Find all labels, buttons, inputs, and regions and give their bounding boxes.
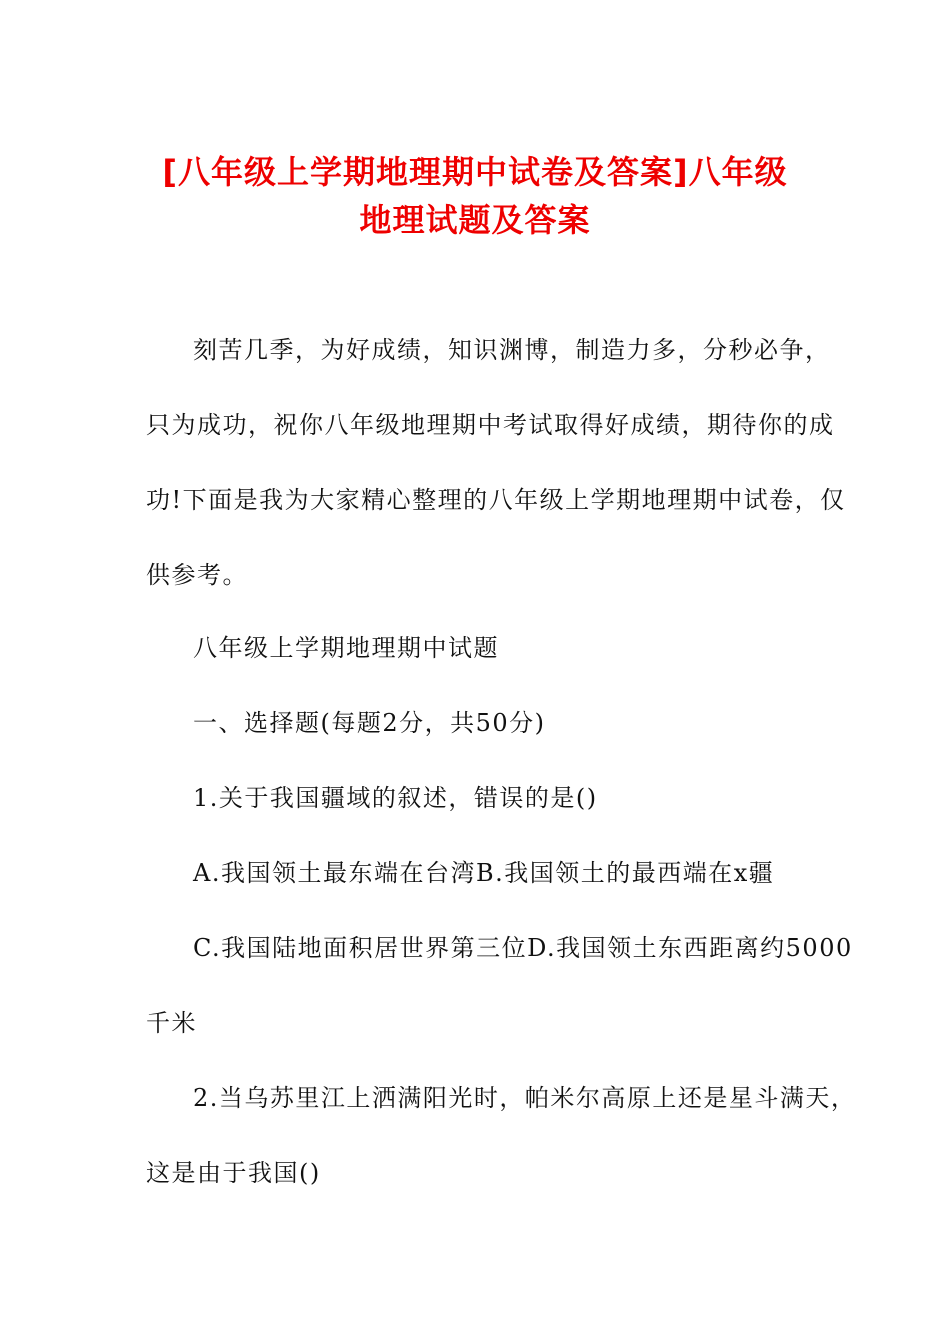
question-1-options-continuation: 千米 [146,1009,197,1037]
section-heading: 一、选择题(每题2分，共50分) [193,709,546,737]
question-1-options-c-d: C.我国陆地面积居世界第三位D.我国领土东西距离约5000 [193,934,853,962]
exam-title: 八年级上学期地理期中试题 [193,634,499,662]
intro-paragraph-line-2: 只为成功，祝你八年级地理期中考试取得好成绩，期待你的成 [146,411,835,439]
question-1-options-a-b: A.我国领土最东端在台湾B.我国领土的最西端在x疆 [193,859,775,887]
intro-paragraph-line-4: 供参考。 [146,561,248,589]
document-title-line-2: 地理试题及答案 [359,201,591,239]
question-2-stem-line-1: 2.当乌苏里江上洒满阳光时，帕米尔高原上还是星斗满天， [193,1084,857,1112]
question-1-stem: 1.关于我国疆域的叙述，错误的是() [193,784,598,812]
document-title-line-1: [八年级上学期地理期中试卷及答案]八年级 [162,153,788,191]
intro-paragraph-line-3: 功!下面是我为大家精心整理的八年级上学期地理期中试卷，仅 [146,486,846,514]
question-2-stem-line-2: 这是由于我国() [146,1159,321,1187]
intro-paragraph-line-1: 刻苦几季，为好成绩，知识渊博，制造力多，分秒必争， [193,336,831,364]
